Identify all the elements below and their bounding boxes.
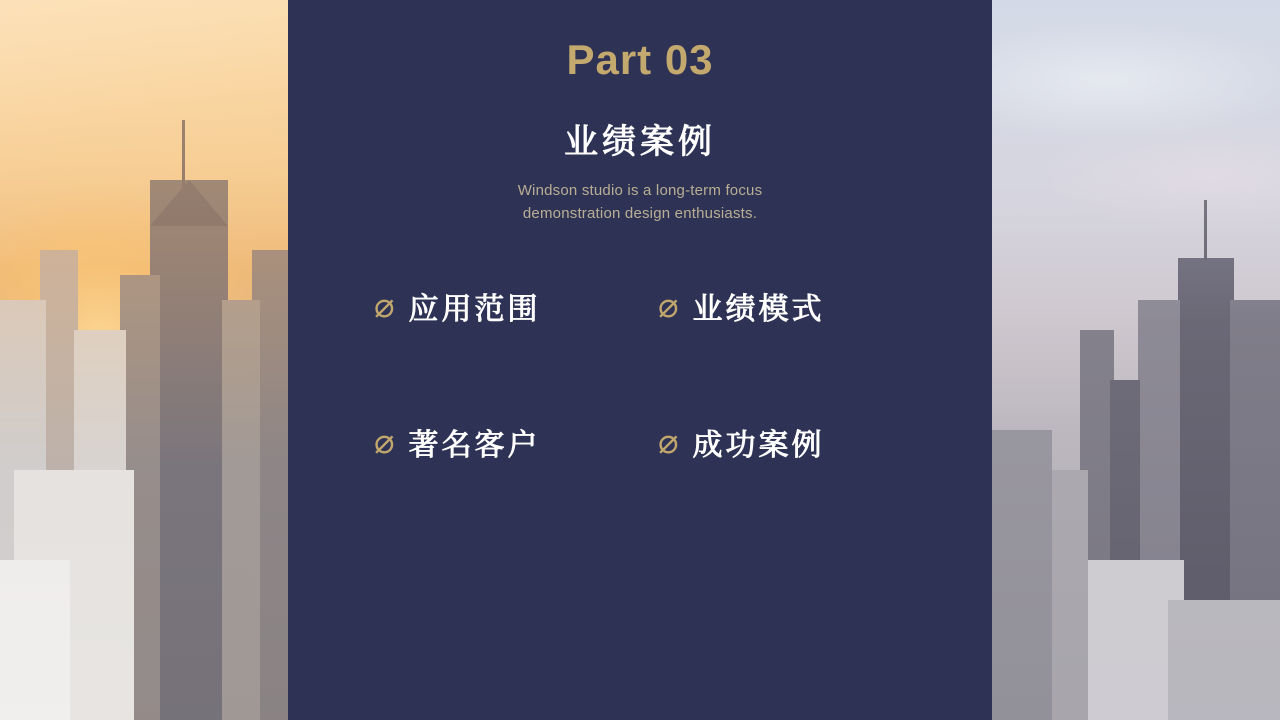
subtitle-line-1: Windson studio is a long-term focus (517, 182, 763, 199)
topic-item-label: 应用范围 (408, 292, 541, 326)
diameter-icon: ⌀ (658, 421, 679, 462)
topic-item-label: 业绩模式 (692, 292, 825, 326)
slide-content-panel (288, 0, 992, 720)
city-skyline-hazy-photo (992, 0, 1280, 720)
topic-item-label: 著名客户 (408, 428, 541, 462)
topic-item-success-cases[interactable] (640, 420, 920, 464)
diameter-icon: ⌀ (658, 285, 679, 326)
topic-item-performance-mode[interactable] (640, 284, 920, 328)
topic-item-famous-clients[interactable] (360, 420, 640, 464)
subtitle (430, 179, 850, 226)
photo-color-overlay (992, 0, 1280, 720)
photo-color-overlay (0, 0, 288, 720)
page-title: 业绩案例 (564, 123, 716, 161)
part-label: Part 03 (566, 36, 714, 83)
city-skyline-sunrise-photo (0, 0, 288, 720)
topic-item-application-scope[interactable] (360, 284, 640, 328)
diameter-icon: ⌀ (374, 421, 395, 462)
topic-grid (360, 284, 920, 464)
subtitle-line-2: demonstration design enthusiasts. (522, 205, 758, 223)
topic-item-label: 成功案例 (692, 428, 825, 462)
diameter-icon: ⌀ (374, 285, 395, 326)
